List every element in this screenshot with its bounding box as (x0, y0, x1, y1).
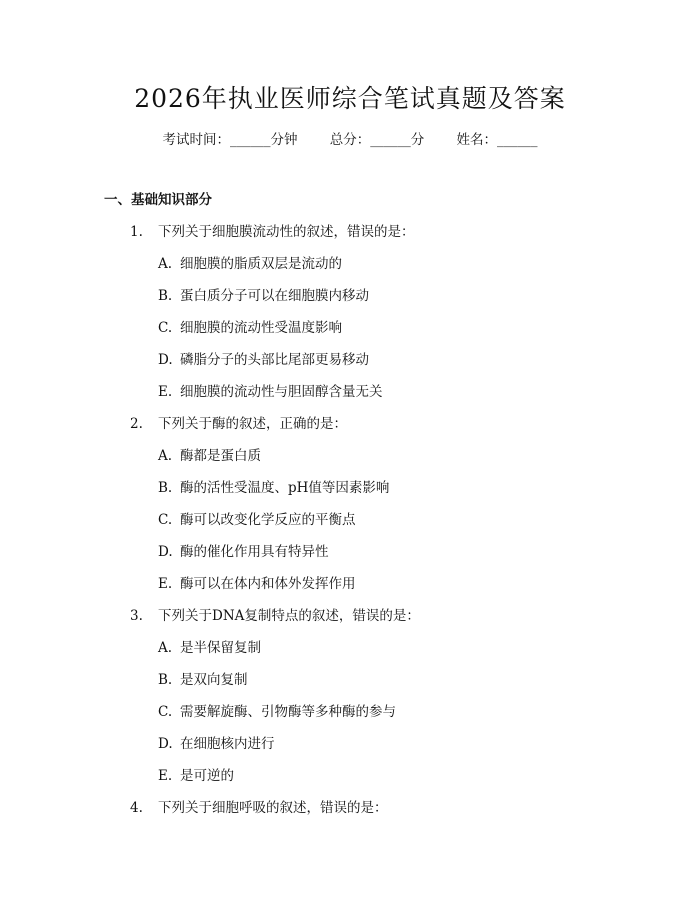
option-text: 酶可以改变化学反应的平衡点 (180, 512, 356, 528)
question-text: 下列关于DNA复制特点的叙述，错误的是： (158, 608, 420, 624)
option-2e (158, 574, 356, 594)
exam-time-field: 考试时间：______分钟 (162, 132, 298, 148)
question-4 (130, 798, 388, 818)
question-2 (130, 414, 347, 434)
exam-meta (0, 130, 700, 150)
option-3d (158, 734, 275, 754)
total-score-field: 总分：______分 (329, 132, 425, 148)
option-text: 细胞膜的流动性与胆固醇含量无关 (180, 384, 383, 400)
option-letter: B. (158, 480, 173, 496)
option-text: 酶的催化作用具有特异性 (180, 544, 329, 560)
option-letter: A. (158, 256, 173, 272)
option-1d (158, 350, 369, 370)
option-letter: E. (158, 768, 173, 784)
option-1e (158, 382, 383, 402)
option-letter: E. (158, 384, 173, 400)
question-number: 3. (130, 608, 143, 624)
question-number: 4. (130, 800, 143, 816)
option-3e (158, 766, 234, 786)
question-number: 1. (130, 224, 143, 240)
option-text: 细胞膜的脂质双层是流动的 (180, 256, 342, 272)
option-3a (158, 638, 261, 658)
option-2c (158, 510, 356, 530)
question-number: 2. (130, 416, 143, 432)
option-letter: B. (158, 288, 173, 304)
option-2a (158, 446, 261, 466)
option-text: 是半保留复制 (180, 640, 261, 656)
option-1b (158, 286, 369, 306)
option-text: 酶可以在体内和体外发挥作用 (180, 576, 356, 592)
option-letter: C. (158, 704, 173, 720)
document-title: 2026年执业医师综合笔试真题及答案 (134, 84, 566, 113)
name-field: 姓名：______ (456, 132, 538, 148)
question-text: 下列关于酶的叙述，正确的是： (158, 416, 347, 432)
option-letter: C. (158, 320, 173, 336)
option-text: 细胞膜的流动性受温度影响 (180, 320, 342, 336)
option-letter: A. (158, 640, 173, 656)
question-3 (130, 606, 420, 626)
option-letter: E. (158, 576, 173, 592)
option-text: 是可逆的 (180, 768, 234, 784)
option-3b (158, 670, 248, 690)
option-letter: B. (158, 672, 173, 688)
option-letter: A. (158, 448, 173, 464)
option-text: 需要解旋酶、引物酶等多种酶的参与 (180, 704, 396, 720)
question-1 (130, 222, 415, 242)
option-1a (158, 254, 342, 274)
option-letter: D. (158, 736, 173, 752)
section-heading: 一、基础知识部分 (104, 192, 212, 208)
option-3c (158, 702, 396, 722)
option-letter: D. (158, 352, 173, 368)
question-text: 下列关于细胞呼吸的叙述，错误的是： (158, 800, 388, 816)
option-text: 在细胞核内进行 (180, 736, 275, 752)
option-2d (158, 542, 329, 562)
question-text: 下列关于细胞膜流动性的叙述，错误的是： (158, 224, 415, 240)
option-text: 蛋白质分子可以在细胞膜内移动 (180, 288, 369, 304)
option-1c (158, 318, 342, 338)
option-letter: C. (158, 512, 173, 528)
option-text: 酶都是蛋白质 (180, 448, 261, 464)
option-2b (158, 478, 389, 498)
option-text: 酶的活性受温度、pH值等因素影响 (180, 480, 390, 496)
option-letter: D. (158, 544, 173, 560)
option-text: 是双向复制 (180, 672, 248, 688)
option-text: 磷脂分子的头部比尾部更易移动 (180, 352, 369, 368)
